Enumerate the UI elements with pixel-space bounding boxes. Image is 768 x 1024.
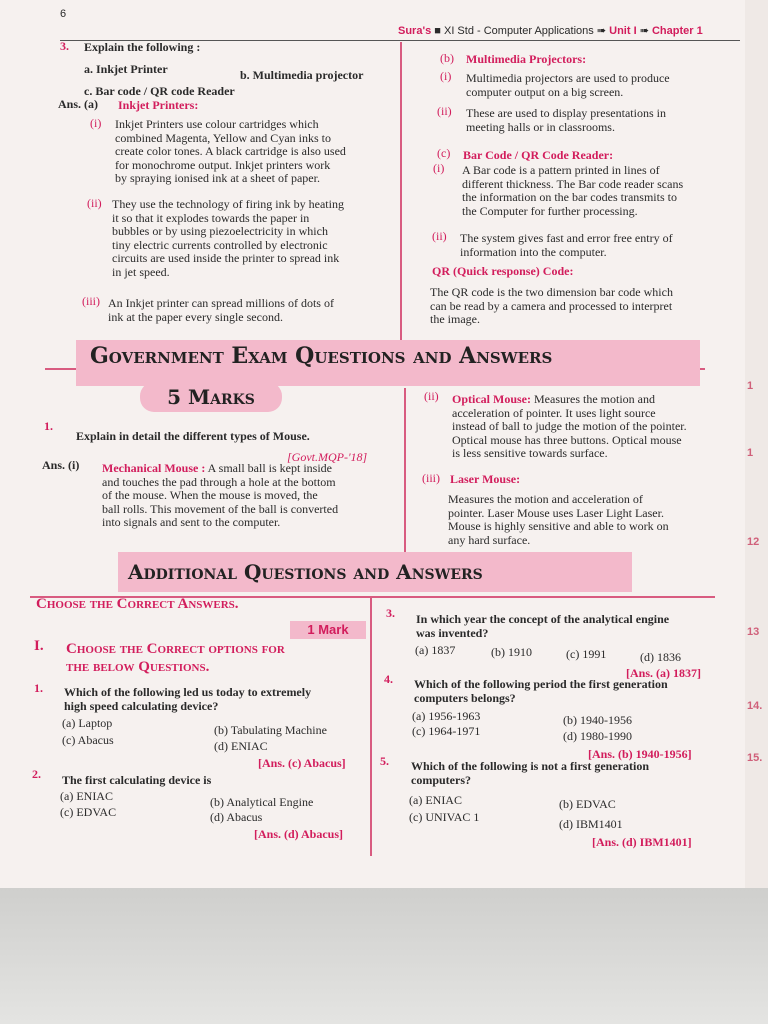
choose-correct-heading: Choose the Correct Answers. [36,596,239,612]
mcq-option: (d) 1836 [640,650,681,664]
mcq-question [414,678,724,705]
projector-heading: Multimedia Projectors: [466,52,587,66]
mechanical-mouse [102,462,374,530]
barcode-heading: Bar Code / QR Code Reader: [463,148,614,162]
mcq-option: (c) UNIVAC 1 [409,810,480,824]
gov-q1-number: 1. [44,419,53,433]
projector-point-ii [466,107,736,134]
text-line: bubbles or by using piezoelectricity in which [112,224,328,238]
text-line: for monochrome output. Inkjet printers work [115,157,331,172]
mcq-option: (c) 1964-1971 [412,724,481,738]
text-line: by spraying ionised ink at a sheet of paper. [115,171,320,185]
text-line: create color tones. A black cartridge is also used [115,144,346,158]
mcq-question [416,613,726,640]
optical-mouse [452,393,724,461]
projector-point-i [466,72,736,99]
laser-mouse-text [448,493,723,547]
page-number: 6 [60,8,67,20]
mcq-answer: [Ans. (a) 1837] [626,666,701,680]
text-line: the below Questions. [66,659,210,675]
laser-mouse-heading: Laser Mouse: [450,472,521,486]
barcode-point-i [462,164,737,218]
mcq-option: (b) Analytical Engine [210,795,314,809]
arrow-icon: ➠ [596,25,607,37]
text-line: acceleration of pointer. It uses light source [452,405,656,420]
text-line: pointer. Laser Mouse uses Laser Light Laser. [448,505,664,520]
text-line: any hard surface. [448,532,531,547]
text-line: Measures the motion and acceleration of [448,492,643,506]
q3-item-b: b. Multimedia projector [240,68,364,82]
one-mark-badge: 1 Mark [290,621,366,639]
text-line: high speed calculating device? [64,698,219,713]
text-line: computer output on a big screen. [466,84,624,99]
column-divider-top [400,42,402,370]
projector-i-label: (i) [440,69,452,83]
mcq-option: (d) Abacus [210,810,263,824]
text-line: Inkjet Printers use colour cartridges which [115,117,319,131]
gov-q1-question: Explain in detail the different types of Mouse. [76,429,310,443]
mcq-option: (c) EDVAC [60,805,117,819]
qr-text [430,286,735,327]
running-header [398,24,703,37]
text-line: A small ball is kept inside [207,461,332,475]
mcq-option: (d) 1980-1990 [563,729,632,743]
margin-number: 14. [747,700,763,712]
q3-item-a: a. Inkjet Printer [84,62,168,76]
mcq-answer: [Ans. (d) Abacus] [254,827,344,841]
inkjet-iii-label: (iii) [82,294,100,308]
text-line: ink at the paper every single second. [108,309,283,324]
inkjet-point-ii [112,198,387,279]
section-i-heading [66,640,285,676]
projector-label: (b) [440,51,454,65]
text-line: The QR code is the two dimension bar code which [430,285,673,299]
text-line: and touches the pad through a hole at the bottom [102,474,336,489]
mcq-answer: [Ans. (b) 1940-1956] [588,747,692,761]
mcq-question [64,686,364,713]
five-marks-badge: 5 Marks [140,382,282,412]
margin-number: 1 [747,447,754,459]
mcq-number: 2. [32,767,41,781]
section-i-number: I. [34,638,44,654]
text-line: it so that it explodes towards the paper in [112,210,310,225]
mcq-option: (c) 1991 [566,647,607,661]
q3-number: 3. [60,39,69,53]
inkjet-heading: Inkjet Printers: [118,98,199,112]
inkjet-point-iii [108,297,388,324]
arrow-icon: ➠ [639,25,649,37]
text-line: meeting halls or in classrooms. [466,119,615,134]
text-line: Which of the following led us today to extremely [64,685,312,699]
text-line: Which of the following is not a first generation [411,759,649,773]
mcq-question [411,760,721,787]
book-title: XI Std - Computer Applications [443,25,594,37]
text-line: was invented? [416,625,489,640]
government-exam-banner: Government Exam Questions and Answers [76,340,700,386]
mcq-number: 5. [380,754,389,768]
text-line: combined Magenta, Yellow and Cyan inks to [115,130,331,145]
barcode-i-label: (i) [433,161,445,175]
barcode-ii-label: (ii) [432,229,447,243]
text-line: into signals and sent to the computer. [102,515,281,529]
additional-questions-banner: Additional Questions and Answers [118,552,632,592]
chapter-label: Chapter 1 [651,25,703,37]
gov-q1-source: [Govt.MQP-'18] [287,450,368,464]
text-line: A Bar code is a pattern printed in lines of [462,163,660,177]
text-line: These are used to display presentations in [466,106,666,120]
text-line: In which year the concept of the analytical engine [416,612,670,626]
text-line: Multimedia projectors are used to produce [466,71,670,85]
text-line: is less sensitive towards surface. [452,446,608,460]
text-line: the Computer for further processing. [462,203,638,218]
margin-number: 15. [747,752,763,764]
mcq-option: (b) EDVAC [559,797,616,811]
mcq-answer: [Ans. (d) IBM1401] [592,835,692,849]
mcq-number: 3. [386,606,395,620]
text-line: The system gives fast and error free entry of [460,231,673,245]
mcq-option: (a) 1837 [415,643,456,657]
mcq-option: (d) ENIAC [214,739,268,753]
barcode-point-ii [460,232,735,259]
column-divider-middle [404,388,406,558]
mcq-option: (a) Laptop [62,716,113,730]
text-line: instead of ball to judge the motion of the pointer. [452,419,687,433]
mcq-option: (c) Abacus [62,733,114,747]
square-bullet-icon: ■ [434,25,441,37]
margin-number: 12 [747,536,760,548]
scanner-background [0,888,768,1024]
inkjet-ii-label: (ii) [87,196,102,210]
text-line: information into the computer. [460,244,607,259]
mcq-number: 4. [384,672,393,686]
text-line: They use the technology of firing ink by heating [112,197,344,211]
q3-answer-label: Ans. (a) [58,97,99,111]
margin-number: 13 [747,626,760,638]
barcode-label: (c) [437,146,451,160]
gov-q1-answer-label: Ans. (i) [42,458,80,472]
mcq-option: (a) ENIAC [409,793,462,807]
mcq-answer: [Ans. (c) Abacus] [258,756,346,770]
laser-mouse-label: (iii) [422,471,440,485]
text-line: ball rolls. This movement of the ball is converted [102,501,339,516]
mcq-option: (b) 1910 [491,645,532,659]
text-line: Mouse is highly sensitive and able to work on [448,519,669,533]
margin-number: 1 [747,380,754,392]
column-divider-bottom [370,598,372,856]
text-line: tiny electric currents controlled by electronic [112,237,328,252]
optical-mouse-heading: Optical Mouse: [452,392,531,406]
text-line: Optical mouse has three buttons. Optical mouse [452,432,682,447]
q3-item-c: c. Bar code / QR code Reader [84,84,235,98]
q3-title: Explain the following : [84,40,201,54]
qr-heading: QR (Quick response) Code: [432,264,574,278]
text-line: different thickness. The Bar code reader scans [462,176,684,191]
mcq-option: (d) IBM1401 [559,817,623,831]
text-line: An Inkjet printer can spread millions of dots of [108,296,334,310]
mcq-question: The first calculating device is [62,773,212,787]
text-line: in jet speed. [112,264,170,279]
inkjet-i-label: (i) [90,116,102,130]
publisher-name: Sura's [398,25,432,37]
mechanical-mouse-heading: Mechanical Mouse : [102,461,206,475]
text-line: Which of the following period the first generation [414,677,668,691]
projector-ii-label: (ii) [437,104,452,118]
mcq-option: (a) 1956-1963 [412,709,481,723]
text-line: the image. [430,312,480,326]
mcq-option: (b) Tabulating Machine [214,723,327,737]
mcq-option: (a) ENIAC [60,789,113,803]
mcq-number: 1. [34,681,43,695]
unit-label: Unit I [609,25,637,37]
text-line: circuits are used inside the printer to spread ink [112,251,340,265]
next-page-edge [745,0,768,888]
optical-mouse-label: (ii) [424,389,439,403]
text-line: can be read by a camera and processed to interpret [430,298,673,313]
text-line: Choose the Correct options for [66,641,285,657]
text-line: computers? [411,772,471,787]
text-line: Measures the motion and [534,392,655,406]
inkjet-point-i [115,118,387,186]
mcq-option: (b) 1940-1956 [563,713,632,727]
text-line: the information on the bar codes transmits to [462,190,677,204]
text-line: computers belongs? [414,690,516,705]
text-line: of the mouse. When the mouse is moved, the [102,488,318,502]
